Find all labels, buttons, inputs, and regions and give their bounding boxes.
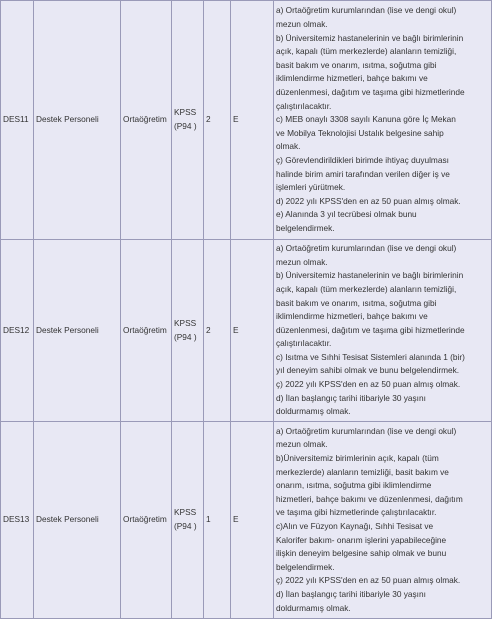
requirement-line: çalıştırılacaktır. <box>276 100 332 111</box>
requirement-line: onarım, ısıtma, soğutma gibi iklimlendirme <box>276 480 432 491</box>
requirement-line: mezun olmak. <box>276 19 328 30</box>
requirement-line: a) Ortaöğretim kurumlarından (lise ve dengi okul) <box>276 425 457 436</box>
requirement-line: doldurmamış olmak. <box>276 602 351 613</box>
requirement-line: a) Ortaöğretim kurumlarından (lise ve dengi okul) <box>276 243 457 254</box>
requirement-line: hizmetleri, bahçe bakımı ve düzenlenmesi, dağıtım <box>276 493 463 504</box>
requirement-line: basit bakım ve onarım, ısıtma, soğutma gibi <box>276 297 437 308</box>
exam-line: (P94 ) <box>174 521 197 531</box>
table-row <box>1 240 492 422</box>
position-code-cell: DES13 <box>1 422 34 619</box>
table-row <box>1 1 492 240</box>
requirements-cell <box>274 422 492 619</box>
exam-line: (P94 ) <box>174 121 197 131</box>
requirement-line: belgelendirmek. <box>276 561 335 572</box>
gender-cell: E <box>231 240 274 422</box>
requirement-line: ve taşıma gibi hizmetlerinde çalıştırılacaktır. <box>276 507 437 518</box>
exam-line: KPSS <box>174 507 197 518</box>
requirement-line: ilişkin deneyim belgesine sahip olmak ve bunu <box>276 548 447 559</box>
requirement-line: iklimlendirme hizmetleri, bahçe bakımı ve <box>276 311 428 322</box>
position-title-cell: Destek Personeli <box>34 240 121 422</box>
position-title-cell: Destek Personeli <box>34 1 121 240</box>
quota-cell: 1 <box>204 422 231 619</box>
requirement-line: c) MEB onaylı 3308 sayılı Kanuna göre İç Mekan <box>276 114 456 125</box>
requirement-line: belgelendirmek. <box>276 222 335 233</box>
education-level-cell: Ortaöğretim <box>121 422 172 619</box>
exam-score-type-cell <box>172 1 204 240</box>
requirement-line: açık, kapalı (tüm merkezlerde) alanların temizliği, <box>276 283 457 294</box>
requirement-line: işlemleri yürütmek. <box>276 182 346 193</box>
requirement-line: b) Üniversitemiz hastanelerinin ve bağlı birimlerinin <box>276 270 464 281</box>
requirement-line: d) 2022 yılı KPSS'den en az 50 puan almış olmak. <box>276 195 461 206</box>
education-level-cell: Ortaöğretim <box>121 1 172 240</box>
requirement-line: basit bakım ve onarım, ısıtma, soğutma gibi <box>276 59 437 70</box>
requirement-line: a) Ortaöğretim kurumlarından (lise ve dengi okul) <box>276 5 457 16</box>
exam-score-type-cell <box>172 422 204 619</box>
requirement-line: ç) 2022 yılı KPSS'den en az 50 puan almış olmak. <box>276 379 461 390</box>
requirement-line: b)Üniversitemiz birimlerinin açık, kapalı (tüm <box>276 453 439 464</box>
requirement-line: yıl deneyim sahibi olmak ve bunu belgelendirmek. <box>276 365 460 376</box>
position-title-cell: Destek Personeli <box>34 422 121 619</box>
requirement-line: ve Mobilya Teknolojisi Ustalık belgesine sahip <box>276 127 444 138</box>
requirement-line: açık, kapalı (tüm merkezlerde) alanların temizliği, <box>276 46 457 57</box>
requirement-line: b) Üniversitemiz hastanelerinin ve bağlı birimlerinin <box>276 32 464 43</box>
requirement-line: mezun olmak. <box>276 439 328 450</box>
requirement-line: d) İlan başlangıç tarihi itibariyle 30 yaşını <box>276 588 426 599</box>
requirement-line: düzenlenmesi, dağıtım ve taşıma gibi hizmetlerinde <box>276 324 465 335</box>
requirement-line: düzenlenmesi, dağıtım ve taşıma gibi hizmetlerinde <box>276 87 465 98</box>
requirement-line: d) İlan başlangıç tarihi itibariyle 30 yaşını <box>276 392 426 403</box>
quota-cell: 2 <box>204 240 231 422</box>
requirements-cell <box>274 1 492 240</box>
requirement-line: Kalorifer bakım- onarım işlerini yapabileceğine <box>276 534 447 545</box>
gender-cell: E <box>231 422 274 619</box>
requirement-line: halinde birim amiri tarafından verilen diğer iş ve <box>276 168 450 179</box>
table-row <box>1 422 492 619</box>
requirement-line: ç) 2022 yılı KPSS'den en az 50 puan almış olmak. <box>276 575 461 586</box>
requirement-line: iklimlendirme hizmetleri, bahçe bakımı ve <box>276 73 428 84</box>
exam-score-type-cell <box>172 240 204 422</box>
table-body <box>1 1 492 619</box>
exam-line: (P94 ) <box>174 331 197 342</box>
requirement-line: c) Isıtma ve Sıhhi Tesisat Sistemleri alanında 1 (bir) <box>276 351 465 362</box>
requirement-line: mezun olmak. <box>276 256 328 267</box>
education-level-cell: Ortaöğretim <box>121 240 172 422</box>
requirement-line: doldurmamış olmak. <box>276 406 351 417</box>
position-code-cell: DES11 <box>1 1 34 240</box>
requirements-cell <box>274 240 492 422</box>
requirement-line: çalıştırılacaktır. <box>276 338 332 349</box>
gender-cell: E <box>231 1 274 240</box>
exam-line: KPSS <box>174 317 197 328</box>
requirement-line: olmak. <box>276 141 301 152</box>
position-code-cell: DES12 <box>1 240 34 422</box>
quota-cell: 2 <box>204 1 231 240</box>
exam-line: KPSS <box>174 107 197 118</box>
requirement-line: c)Alın ve Füzyon Kaynağı, Sıhhi Tesisat ve <box>276 521 434 531</box>
requirement-line: ç) Görevlendirildikleri birimde ihtiyaç duyulması <box>276 154 449 165</box>
requirement-line: e) Alanında 3 yıl tecrübesi olmak bunu <box>276 209 417 220</box>
requirement-line: merkezlerde) alanların temizliği, basit bakım ve <box>276 466 449 477</box>
